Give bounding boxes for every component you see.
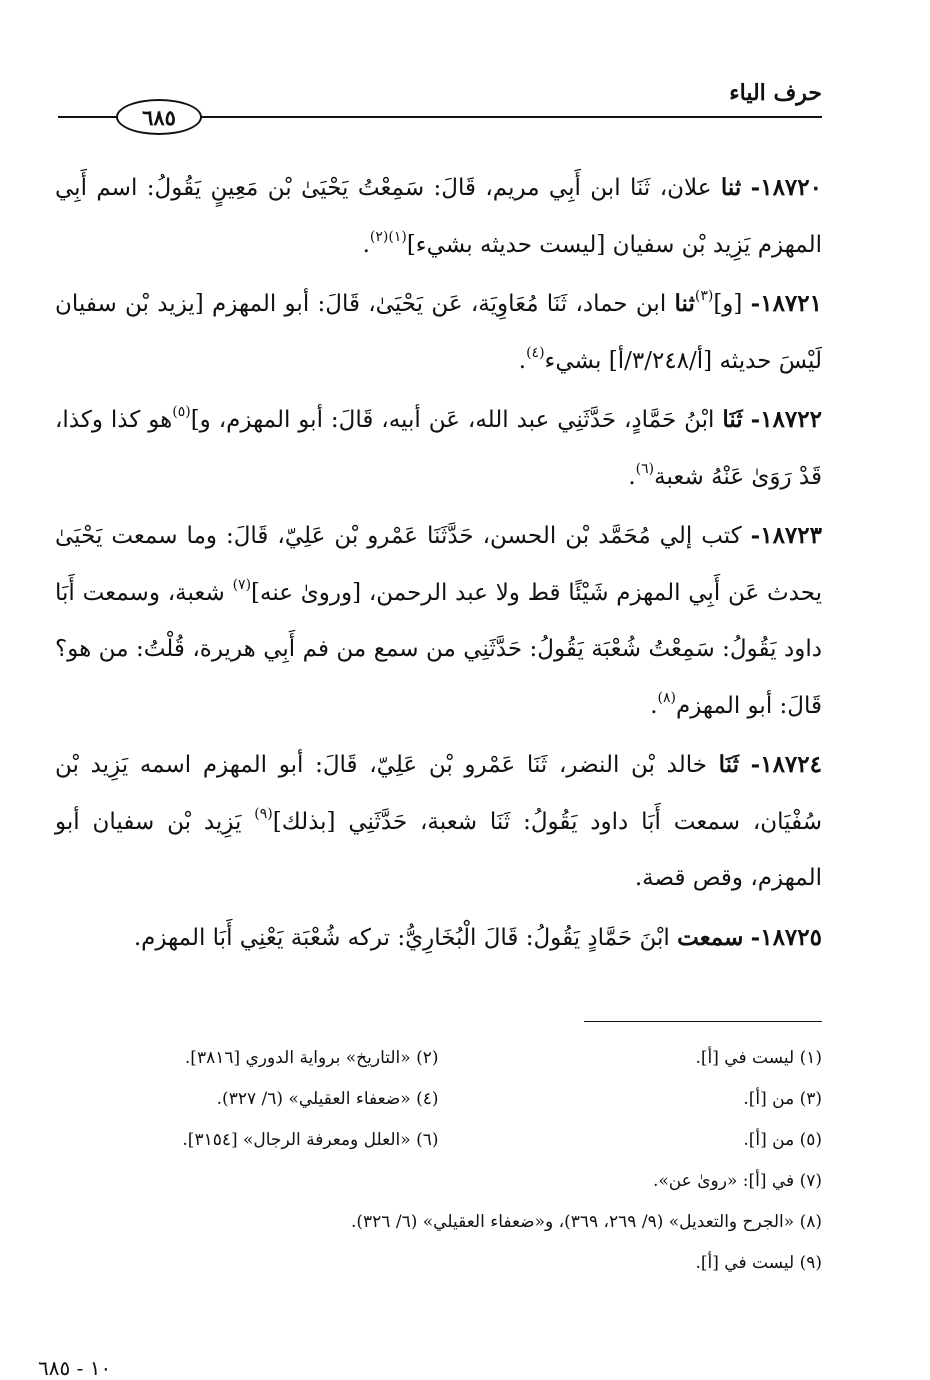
- footnote-ref: (٤): [526, 344, 545, 361]
- footnote: (٨) «الجرح والتعديل» (٩/ ٢٦٩، ٣٦٩)، و«ضعفاء العقيلي» (٦/ ٣٢٦).: [351, 1212, 822, 1232]
- hadith-paragraph: [55, 276, 822, 389]
- footnote: (٧) في [أ]: «روىٰ عن».: [652, 1171, 822, 1191]
- text-run: [و]: [713, 291, 751, 317]
- text-run: هو كذا وكذا، قَدْ رَوَىٰ عَنْهُ شعبة: [55, 407, 822, 490]
- text-run: [739, 752, 751, 778]
- transmission-keyword: سمعت: [677, 923, 744, 951]
- transmission-keyword: ثَنَا: [722, 406, 743, 433]
- text-run: .: [650, 692, 658, 719]
- bottom-signature: ١٠ - ٦٨٥: [38, 1356, 112, 1380]
- text-run: ابن حماد، ثَنَا مُعَاوِيَة، عَن يَحْيَىٰ، قَالَ: أبو المهزم [يزيد بْن سفيان لَيْسَ حديثه [أ/٣/٢٤٨/أ] بشيء: [55, 291, 822, 374]
- text-run: .: [628, 463, 636, 490]
- hadith-paragraph: [55, 392, 822, 505]
- text-run: شعبة، وسمعت أَبَا داود يَقُولُ: سَمِعْتُ شُعْبَة يَقُولُ: حَدَّثَنِي من سمع من فم أَبِي هريرة، قُلْتُ: من هو؟ قَالَ: أبو المهزم: [55, 579, 822, 719]
- hadith-number: ١٨٧٢٢-: [750, 406, 822, 433]
- hadith-paragraph: [55, 160, 822, 273]
- footnote-rule: [584, 1021, 822, 1022]
- hadith-number: ١٨٧٢٣-: [750, 522, 822, 549]
- running-head: حرف الياء: [729, 80, 822, 106]
- hadith-paragraph: [55, 508, 822, 734]
- body-text: [55, 160, 822, 969]
- footnote-ref: (٧): [232, 576, 252, 593]
- footnote: (٢) «التاريخ» برواية الدوري [٣٨١٦].: [184, 1048, 439, 1068]
- footnote-ref: (١)(٢): [369, 228, 407, 245]
- transmission-keyword: ثَنَا: [718, 751, 739, 778]
- footnote-row: [55, 1038, 822, 1079]
- hadith-number: ١٨٧٢٠-: [750, 174, 822, 201]
- text-run: ابْنُ حَمَّادٍ، حَدَّثَنِي عبد الله، عَن أبيه، قَالَ: أبو المهزم، و]: [190, 407, 723, 433]
- footnote-row: [55, 1079, 822, 1120]
- text-run: [743, 407, 751, 433]
- hadith-number: ١٨٧٢٤-: [750, 751, 822, 778]
- text-run: [743, 925, 750, 951]
- footnote: (٦) «العلل ومعرفة الرجال» [٣١٥٤].: [182, 1130, 439, 1150]
- footnote: (٩) ليست في [أ].: [695, 1253, 822, 1273]
- transmission-keyword: ثنا: [720, 174, 742, 201]
- hadith-number: ١٨٧٢١-: [750, 290, 822, 317]
- hadith-paragraph: [55, 910, 822, 967]
- transmission-keyword: ثنا: [674, 290, 695, 317]
- footnote: (٤) «ضعفاء العقيلي» (٦/ ٣٢٧).: [216, 1089, 439, 1109]
- footnote-ref: (٦): [635, 460, 655, 477]
- text-run: كتب إلي مُحَمَّد بْن الحسن، حَدَّثَنَا عَمْرو بْن عَلِيّ، قَالَ: وما سمعت يَحْيَىٰ يحدث عَن أَبِي المهزم شَيْئًا قط ولا عبد الرحمن، [وروىٰ عنه]: [55, 523, 822, 606]
- text-run: خالد بْن النضر، ثَنَا عَمْرو بْن عَلِيّ، قَالَ: أبو المهزم اسمه يَزِيد بْن سُفْيَان، سمعت أَبَا داود يَقُولُ: ثَنَا شعبة، حَدَّثَنِي [بذلك]: [55, 752, 823, 835]
- text-run: .: [362, 231, 370, 258]
- footnotes: [55, 1038, 822, 1284]
- text-run: علان، ثَنَا ابن أَبِي مريم، قَالَ: سَمِعْتُ يَحْيَىٰ بْن مَعِينٍ يَقُولُ: اسم أَبِي المهزم يَزِيد بْن سفيان [ليست حديثه بشيء]: [55, 175, 822, 258]
- footnote: (١) ليست في [أ].: [695, 1048, 822, 1068]
- text-run: يَزِيد بْن سفيان أبو المهزم، وقص قصة.: [55, 808, 822, 891]
- page-number: ٦٨٥: [116, 99, 202, 135]
- text-run: [741, 175, 750, 201]
- footnote-ref: (٩): [254, 805, 273, 822]
- text-run: ابْنَ حَمَّادٍ يَقُولُ: قَالَ الْبُخَارِيُّ: تركه شُعْبَة يَعْنِي أَبَا المهزم.: [133, 924, 678, 951]
- footnote: (٣) من [أ].: [743, 1089, 822, 1109]
- footnote-ref: (٥): [172, 404, 191, 420]
- footnote: (٥) من [أ].: [743, 1130, 822, 1150]
- footnote-ref: (٨): [657, 689, 676, 706]
- hadith-number: ١٨٧٢٥-: [750, 923, 822, 951]
- footnote-row: [55, 1120, 822, 1161]
- text-run: .: [518, 347, 527, 374]
- hadith-paragraph: [55, 737, 822, 907]
- footnote-ref: (٣): [694, 288, 714, 304]
